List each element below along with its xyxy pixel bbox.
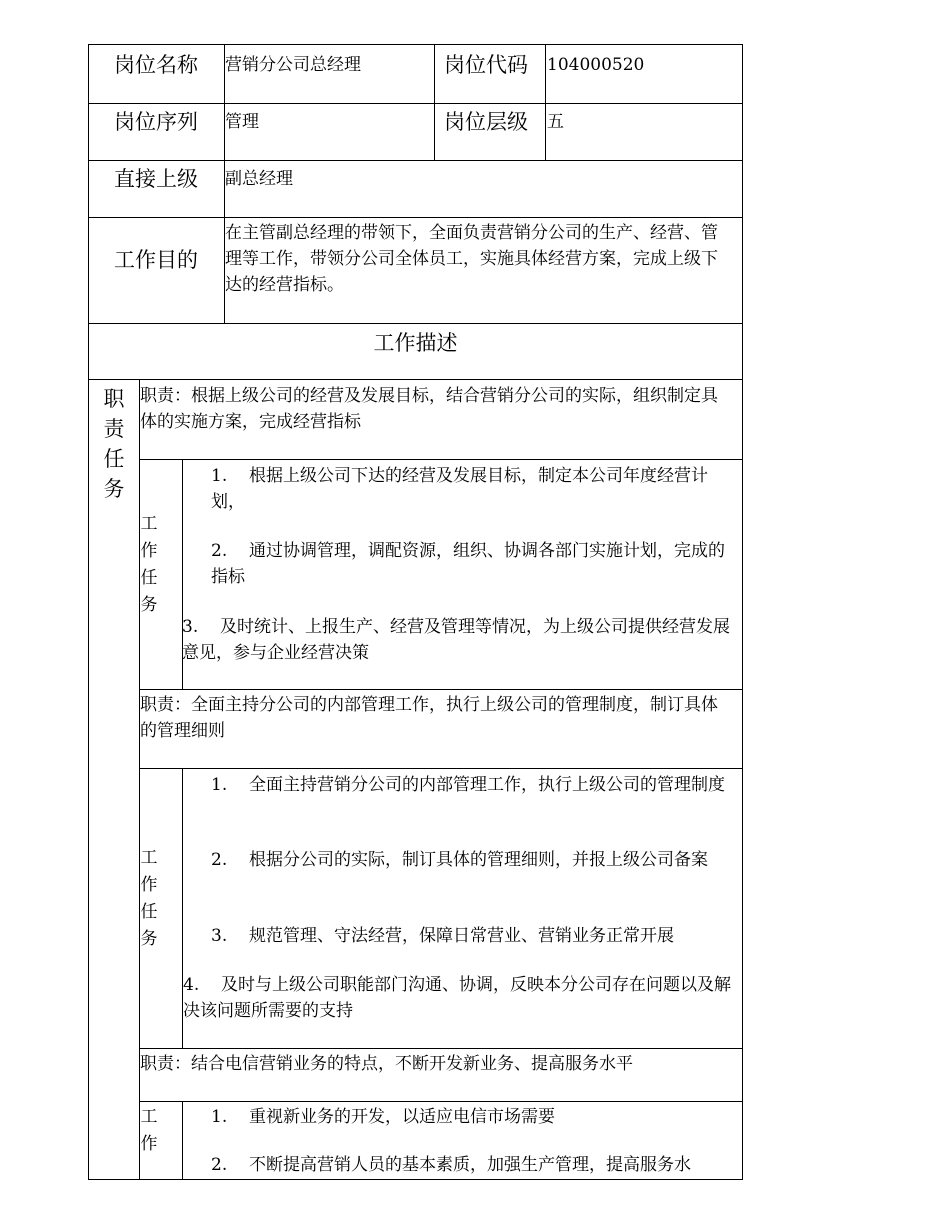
col-divider [434,44,435,161]
row-divider [139,689,743,690]
border-top [88,44,743,45]
superior-value: 副总经理 [225,169,293,189]
row-divider [139,768,743,769]
row-divider [88,379,743,380]
border-bottom [88,1179,743,1180]
col-divider [545,44,546,161]
description-title: 工作描述 [373,331,458,355]
task-item: 2. 通过协调管理，调配资源，组织、协调各部门实施计划，完成的指标 [211,541,725,587]
duty-text: 职责：根据上级公司的经营及发展目标，结合营销分公司的实际，组织制定具体的实施方案，完成经营指标 [140,386,718,432]
task-item: 3. 规范管理、守法经营，保障日常营业、营销业务正常开展 [211,926,674,946]
post-series-value: 管理 [225,112,259,132]
border-left [88,44,89,1180]
col-divider [182,1101,183,1180]
row-divider [88,217,743,218]
row-divider [88,160,743,161]
row-divider [88,103,743,104]
task-item: 1. 根据上级公司下达的经营及发展目标，制定本公司年度经营计划， [211,466,708,512]
post-level-value: 五 [547,112,564,132]
duty-text: 职责：结合电信营销业务的特点，不断开发新业务、提高服务水平 [140,1054,633,1074]
task-side-label: 工 作 [140,1107,158,1154]
border-right [742,44,743,1180]
row-divider [139,459,743,460]
task-item: 3. 及时统计、上报生产、经营及管理等情况，为上级公司提供经营发展意见，参与企业经营决策 [182,617,730,663]
task-item: 1. 重视新业务的开发，以适应电信市场需要 [211,1107,555,1127]
post-code-value: 104000520 [547,55,645,75]
task-item: 1. 全面主持营销分公司的内部管理工作，执行上级公司的管理制度 [211,775,725,795]
row-divider [139,1048,743,1049]
duty-text: 职责：全面主持分公司的内部管理工作，执行上级公司的管理制度，制订具体的管理细则 [140,695,718,741]
post-level-label: 岗位层级 [444,110,528,134]
purpose-value: 在主管副总经理的带领下，全面负责营销分公司的生产、经营、管理等工作，带领分公司全体员工，实施具体经营方案，完成上级下达的经营指标。 [225,223,718,295]
post-code-label: 岗位代码 [444,53,528,77]
duties-side-label: 职 责 任 务 [103,387,125,501]
task-item: 2. 根据分公司的实际，制订具体的管理细则，并报上级公司备案 [211,850,708,870]
row-divider [88,323,743,324]
post-name-label: 岗位名称 [114,53,198,77]
task-side-label: 工 作 任 务 [140,848,158,949]
purpose-label: 工作目的 [114,248,198,272]
post-name-value: 营销分公司总经理 [225,55,361,75]
post-series-label: 岗位序列 [114,110,198,134]
row-divider [139,1101,743,1102]
task-side-label: 工 作 任 务 [140,514,158,615]
task-item: 4. 及时与上级公司职能部门沟通、协调，反映本分公司存在问题以及解决该问题所需要的支持 [183,975,731,1021]
task-item: 2. 不断提高营销人员的基本素质，加强生产管理，提高服务水 [211,1155,691,1175]
superior-label: 直接上级 [114,167,198,191]
